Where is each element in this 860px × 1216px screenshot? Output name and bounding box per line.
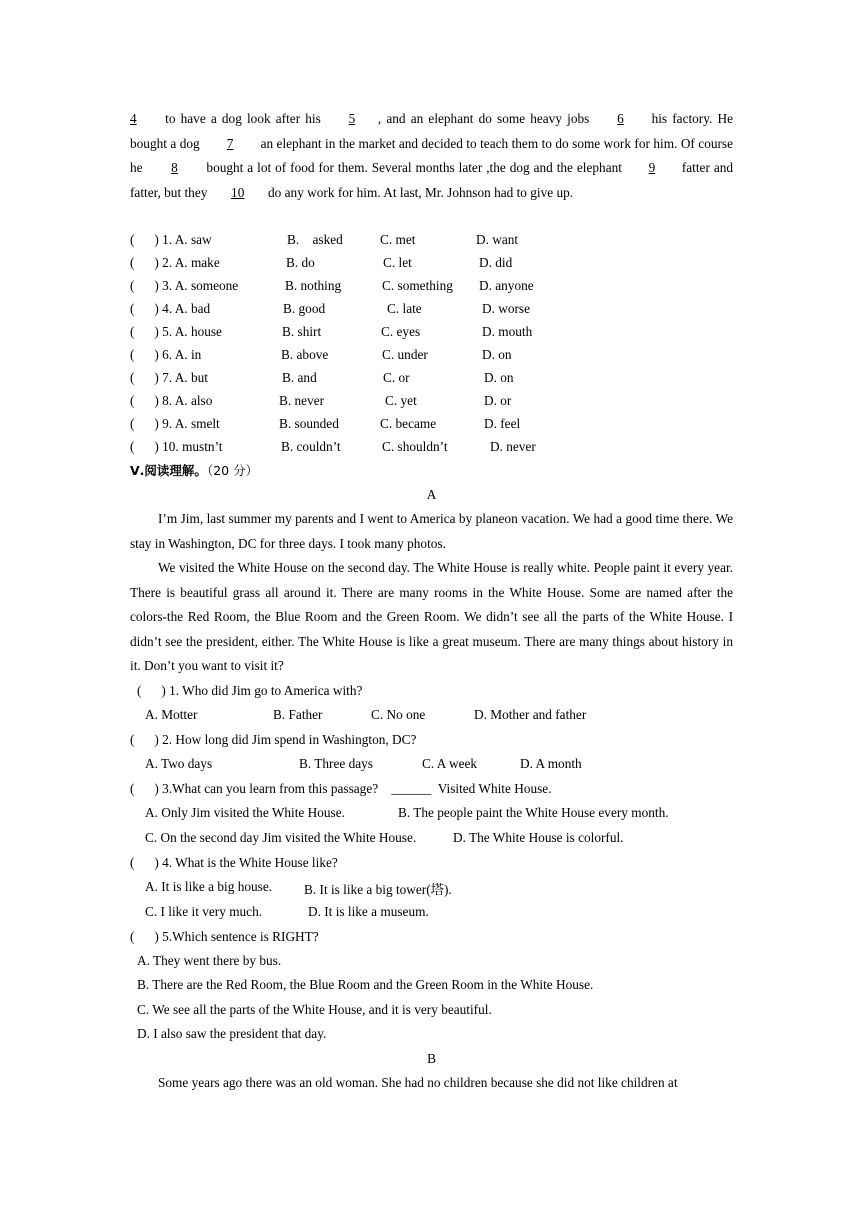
question-number: ( ) 2. A. make — [130, 255, 220, 270]
question-number: ( ) 4. A. bad — [130, 301, 211, 316]
option-a: A. It is like a big house. — [145, 879, 273, 894]
option-c: C. became — [380, 416, 437, 431]
cloze-text: bought a lot of food for them. Several months later ,the dog and the elephant — [202, 160, 626, 176]
cloze-text: , and an elephant do some heavy jobs — [377, 111, 595, 126]
option-a: A. Two days — [145, 756, 213, 771]
option-d: D. The White House is colorful. — [453, 830, 624, 845]
option-b: B. nothing — [285, 278, 342, 293]
option-b: B. above — [281, 347, 329, 362]
option-c: C. No one — [371, 707, 426, 722]
cloze-passage — [130, 107, 733, 205]
option-d: D. or — [484, 393, 512, 408]
option-b: B. asked — [287, 232, 343, 247]
option-c: C. or — [383, 370, 410, 385]
option-c: C. I like it very much. — [145, 904, 263, 919]
option-d: D. I also saw the president that day. — [137, 1026, 327, 1041]
option-d: D. It is like a museum. — [308, 904, 429, 919]
option-b: B. The people paint the White House every month. — [398, 805, 669, 820]
option-a: A. Only Jim visited the White House. — [145, 805, 345, 820]
blank-9: 9 — [648, 160, 656, 176]
cloze-text: his factory. He bought a dog — [130, 111, 733, 151]
cloze-text: do any work for him. At last, Mr. Johnson had to give up. — [264, 184, 574, 200]
option-b: B. It is like a big tower(塔). — [304, 882, 452, 897]
cloze-text: fatter and fatter, but they — [130, 160, 734, 200]
passage-b-label: B — [427, 1051, 436, 1066]
section-title: Ⅴ.阅读理解。 — [130, 463, 207, 478]
option-c: C. eyes — [381, 324, 421, 339]
question-stem: ( ) 2. How long did Jim spend in Washington, DC? — [130, 732, 417, 747]
option-b: B. never — [279, 393, 325, 408]
option-b: B. do — [286, 255, 315, 270]
option-b: B. and — [282, 370, 317, 385]
passage-b-paragraph-1: Some years ago there was an old woman. She had no children because she did not like children at — [158, 1075, 678, 1090]
option-c: C. We see all the parts of the White House, and it is very beautiful. — [137, 1002, 492, 1017]
blank-6: 6 — [617, 111, 624, 126]
option-d: D. want — [476, 232, 519, 247]
option-c: C. let — [383, 255, 412, 270]
option-d: D. did — [479, 255, 513, 270]
question-stem: ( ) 5.Which sentence is RIGHT? — [130, 929, 319, 944]
question-number: ( ) 10. mustn’t — [130, 439, 223, 454]
question-number: ( ) 5. A. house — [130, 324, 222, 339]
option-a: A. Motter — [145, 707, 198, 722]
option-b: B. Father — [273, 707, 323, 722]
option-d: D. worse — [482, 301, 531, 316]
cloze-text: to have a dog look after his — [160, 111, 326, 126]
question-number: ( ) 7. A. but — [130, 370, 208, 385]
question-number: ( ) 8. A. also — [130, 393, 213, 408]
passage-a-label: A — [426, 487, 437, 502]
option-b: B. Three days — [299, 756, 373, 771]
option-d: D. never — [490, 439, 536, 454]
option-c: C. late — [387, 301, 422, 316]
blank-8: 8 — [171, 160, 178, 176]
option-b: B. shirt — [282, 324, 322, 339]
blank-5: 5 — [348, 111, 356, 126]
question-stem: ( ) 1. Who did Jim go to America with? — [137, 683, 363, 698]
option-c: C. met — [380, 232, 416, 247]
question-number: ( ) 9. A. smelt — [130, 416, 220, 431]
section-score: （20 分） — [206, 463, 259, 478]
question-number: ( ) 6. A. in — [130, 347, 202, 362]
option-a: A. They went there by bus. — [137, 953, 282, 968]
cloze-text: an elephant in the market and decided to teach them to do some work for him. Of course he — [130, 135, 734, 176]
option-d: D. mouth — [482, 324, 533, 339]
option-c: C. A week — [422, 756, 478, 771]
option-c: C. yet — [385, 393, 417, 408]
option-d: D. feel — [484, 416, 521, 431]
question-number: ( ) 1. A. saw — [130, 232, 212, 247]
passage-a-paragraph-1: I’m Jim, last summer my parents and I went to America by planeon vacation. We had a good time there. We stay in Washington, DC for three days. I took many photos. — [130, 511, 733, 551]
question-stem: ( ) 3.What can you learn from this passage? ______ Visited White House. — [130, 781, 552, 796]
option-b: B. sounded — [279, 416, 339, 431]
question-stem: ( ) 4. What is the White House like? — [130, 855, 338, 870]
option-c: C. shouldn’t — [382, 439, 448, 454]
option-d: D. Mother and father — [474, 707, 587, 722]
option-c: C. under — [382, 347, 428, 362]
option-b: B. There are the Red Room, the Blue Room and the Green Room in the White House. — [137, 977, 594, 992]
blank-4: 4 — [130, 111, 137, 126]
option-c: C. On the second day Jim visited the White House. — [145, 830, 417, 845]
option-d: D. A month — [520, 756, 582, 771]
blank-7: 7 — [226, 135, 234, 151]
option-c: C. something — [382, 278, 453, 293]
blank-10: 10 — [231, 184, 245, 200]
passage-a-paragraph-2: We visited the White House on the second day. The White House is really white. People paint it every year. There is beautiful grass all around it. There are many rooms in the White House. Some are named after the colors-the Red Room, the Blue Room and the Green Room. We didn’t see all the parts of the White House. I didn’t see the president, either. The White House is like a great museum. There are many things about history in it. Don’t you want to visit it? — [130, 560, 733, 674]
question-number: ( ) 3. A. someone — [130, 278, 239, 293]
option-b: B. good — [283, 301, 326, 316]
option-d: D. anyone — [479, 278, 534, 293]
section-heading — [130, 462, 258, 480]
option-b: B. couldn’t — [281, 439, 341, 454]
option-d: D. on — [482, 347, 512, 362]
option-d: D. on — [484, 370, 514, 385]
